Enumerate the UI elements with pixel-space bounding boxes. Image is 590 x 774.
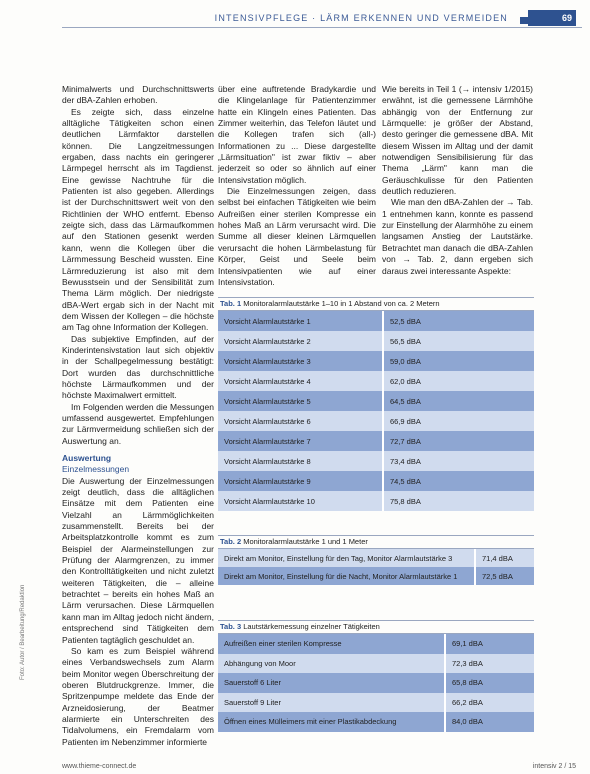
table-row [218, 311, 534, 331]
table-cell-label: Direkt am Monitor, Einstellung für die Nacht, Monitor Alarmlautstärke 1 [224, 571, 458, 581]
table-3 [218, 620, 534, 732]
paragraph: Minimalwerts und Durchschnittswerts der dBA-Zahlen erhoben. [62, 84, 214, 106]
table-row [218, 371, 534, 391]
table-row [218, 351, 534, 371]
table-cell-value: 73,4 dBA [382, 451, 534, 471]
table-row [218, 331, 534, 351]
paragraph: Im Folgenden werden die Messungen umfassend ausgewertet. Empfehlungen zur Lärmvermeidung schließen sich der Auswertung an. [62, 401, 214, 446]
header-rule [62, 27, 582, 28]
paragraph: Die Einzelmessungen zeigen, dass selbst bei einfachen Tätigkeiten wie beim Aufreißen einer sterilen Kompresse ein hohes Maß an Lärm verursacht wird. Die Summe all dieser kleinen Lärmquellen verursacht die hohen Lärmbelastung für Körper, Geist und Seele beim Intensivpatienten wie auf einer Intensivstation. [218, 186, 376, 287]
table-cell-label: Sauerstoff 6 Liter [224, 678, 281, 688]
table-cell-label: Vorsicht Alarmlautstärke 2 [224, 336, 311, 346]
column-3 [382, 84, 533, 277]
table-1 [218, 297, 534, 511]
table-cell-value: 84,0 dBA [444, 712, 534, 732]
table-cell-value: 72,7 dBA [382, 431, 534, 451]
paragraph: So kam es zum Beispiel während eines Verbandswechsels zum Alarm beim Monitor wegen Überschreitung der oberen Blutdruckgrenze. Immer, die Spritzenpumpe meldete das Ende der Arzneidosierung, der Beatmer alarmierte ein Unterschreiten des Tidalvolumens, ein Fremdalarm vom Patienten im Nebenzimmer informierte [62, 645, 214, 747]
footer-left: www.thieme-connect.de [62, 763, 137, 770]
table-row [218, 549, 534, 567]
table-cell-label: Vorsicht Alarmlautstärke 4 [224, 376, 311, 386]
page-number: 69 [528, 10, 576, 26]
table-cell-value: 66,9 dBA [382, 411, 534, 431]
table-cell-value: 56,5 dBA [382, 331, 534, 351]
table-cell-value: 75,8 dBA [382, 491, 534, 511]
table-cell-label: Vorsicht Alarmlautstärke 10 [224, 496, 315, 506]
table-cell-label: Vorsicht Alarmlautstärke 3 [224, 356, 311, 366]
table-body [218, 549, 534, 585]
table-cell-label: Vorsicht Alarmlautstärke 5 [224, 396, 311, 406]
table-cell-value: 52,5 dBA [382, 311, 534, 331]
table-caption: Tab. 3 Lautstärkemessung einzelner Tätigkeiten [218, 620, 534, 634]
photo-credit: Foto: Autor / Bearbeitung/Redaktion [20, 584, 26, 680]
table-body [218, 311, 534, 511]
table-cell-value: 72,5 dBA [474, 567, 534, 585]
header-title: INTENSIVPFLEGE · LÄRM ERKENNEN UND VERMEIDEN [214, 13, 508, 23]
table-row [218, 451, 534, 471]
table-cell-label: Vorsicht Alarmlautstärke 6 [224, 416, 311, 426]
table-row [218, 471, 534, 491]
paragraph: Es zeigte sich, dass einzelne alltägliche Tätigkeiten schon einen deutlichen Lärmfaktor darstellen können. Die Langzeitmessungen ergaben, dass nachts ein geringerer Lärmpegel herrscht als im Tagdienst. Eine gewisse Nachtruhe für die Patienten ist also gegeben. Allerdings ist der Durchschnittswert weit von den Richtlinien der WHO entfernt. Ebenso zeigte sich, dass das Lärmaufkommen auf den Stationen gesenkt werden kann, wenn die Kollegen über die Lärmmessung Bescheid wussten. Eine Lärmreduzierung ist also mit dem Bewusstsein und der Sensibilität zum Thema Lärm möglich. Der niedrigste dBA-Wert ergab sich in der Nacht mit dem Wissen der Kollegen – die höchste am Tag ohne Information der Kollegen. [62, 106, 214, 333]
footer-right: intensiv 2 / 15 [532, 763, 576, 770]
table-cell-value: 59,0 dBA [382, 351, 534, 371]
column-2 [218, 84, 376, 288]
table-caption: Tab. 2 Monitoralarmlautstärke 1 und 1 Meter [218, 535, 534, 549]
table-cell-label: Sauerstoff 9 Liter [224, 697, 281, 707]
table-row [218, 634, 534, 654]
paragraph: Wie bereits in Teil 1 (→ intensiv 1/2015) erwähnt, ist die gemessene Lärmhöhe abhängig von der Entfernung zur Lärmquelle: je größer der Abstand, desto geringer die gemessene dBA. Mit diesem Wissen im Alltag und der damit notwendigen Sensibilisierung für das Thema „Lärm" kann man die Geräuschkulisse für den Patienten deutlich reduzieren. [382, 84, 533, 197]
table-cell-value: 69,1 dBA [444, 634, 534, 654]
table-row [218, 654, 534, 674]
table-cell-label: Abhängung von Moor [224, 658, 296, 668]
table-cell-value: 74,5 dBA [382, 471, 534, 491]
table-row [218, 693, 534, 713]
column-1 [62, 84, 214, 748]
table-cell-label: Vorsicht Alarmlautstärke 1 [224, 316, 311, 326]
table-cell-value: 66,2 dBA [444, 693, 534, 713]
table-row [218, 712, 534, 732]
section-heading: Auswertung [62, 453, 112, 463]
table-row [218, 391, 534, 411]
table-cell-label: Vorsicht Alarmlautstärke 9 [224, 476, 311, 486]
table-cell-value: 71,4 dBA [474, 549, 534, 567]
table-cell-label: Vorsicht Alarmlautstärke 7 [224, 436, 311, 446]
table-2 [218, 535, 534, 585]
running-header [0, 8, 590, 28]
table-row [218, 673, 534, 693]
table-cell-value: 62,0 dBA [382, 371, 534, 391]
paragraph: Die Auswertung der Einzelmessungen zeigt deutlich, dass die alltäglichen Einsätze mit dem Patienten eine Vielzahl an Lärmmöglichkeiten zusammenstellt. Bereits bei der Arbeitsplatzkontrolle kommt es zum Beispiel der Alarmeinstellungen zur Prüfung der Alarmgrenzen, zu immer den Kontrolltätigkeiten und nicht zuletzt weiteren Tätigkeiten, die – alleine betrachtet – bereits ein hohes Maß an Lärm verursachen. Diese Lärmquellen kann man im Alltag jedoch nicht ändern, entsprechend sind Tätigkeiten dem Patienten tagtäglich geschuldet an. [62, 475, 214, 645]
table-cell-label: Aufreißen einer sterilen Kompresse [224, 639, 342, 649]
table-row [218, 567, 534, 585]
table-row [218, 491, 534, 511]
table-row [218, 411, 534, 431]
table-cell-label: Direkt am Monitor, Einstellung für den Tag, Monitor Alarmlautstärke 3 [224, 553, 453, 563]
table-cell-value: 64,5 dBA [382, 391, 534, 411]
table-cell-label: Öffnen eines Mülleimers mit einer Plastikabdeckung [224, 717, 397, 727]
paragraph: über eine auftretende Bradykardie und die Klingelanlage für Patientenzimmer hatte ein Klingeln eines Patienten. Das Zimmer weiterhin, das Telefon läutet und die Kollegen trafen sich (all-) Informationen zu ... Diese dargestellte „Lärmsituation" ist zwar fiktiv – aber jederzeit so oder so ähnlich auf einer Intensivstation möglich. [218, 84, 376, 185]
paragraph: Das subjektive Empfinden, auf der Kinderintensivstation laut sich objektiv in der Schallpegelmessung bestätigt: Dort wurden das durchschnittliche höchste Lärmaufkommen und der höchste Maximalwert ermittelt. [62, 333, 214, 401]
paragraph: Wie man den dBA-Zahlen der → Tab. 1 entnehmen kann, konnte es passend zur Einstellung der Alarmhöhe zu einem langsamen Anstieg der Lautstärke. Betrachtet man danach die dBA-Zahlen von → Tab. 2, dann ergeben sich daraus zwei interessante Aspekte: [382, 197, 533, 276]
table-row [218, 431, 534, 451]
table-cell-value: 65,8 dBA [444, 673, 534, 693]
table-cell-label: Vorsicht Alarmlautstärke 8 [224, 456, 311, 466]
table-caption: Tab. 1 Monitoralarmlautstärke 1–10 in 1 Abstand von ca. 2 Metern [218, 297, 534, 311]
page-footer [62, 763, 576, 770]
subsection-heading: Einzelmessungen [62, 464, 130, 475]
table-body [218, 634, 534, 732]
table-cell-value: 72,3 dBA [444, 654, 534, 674]
